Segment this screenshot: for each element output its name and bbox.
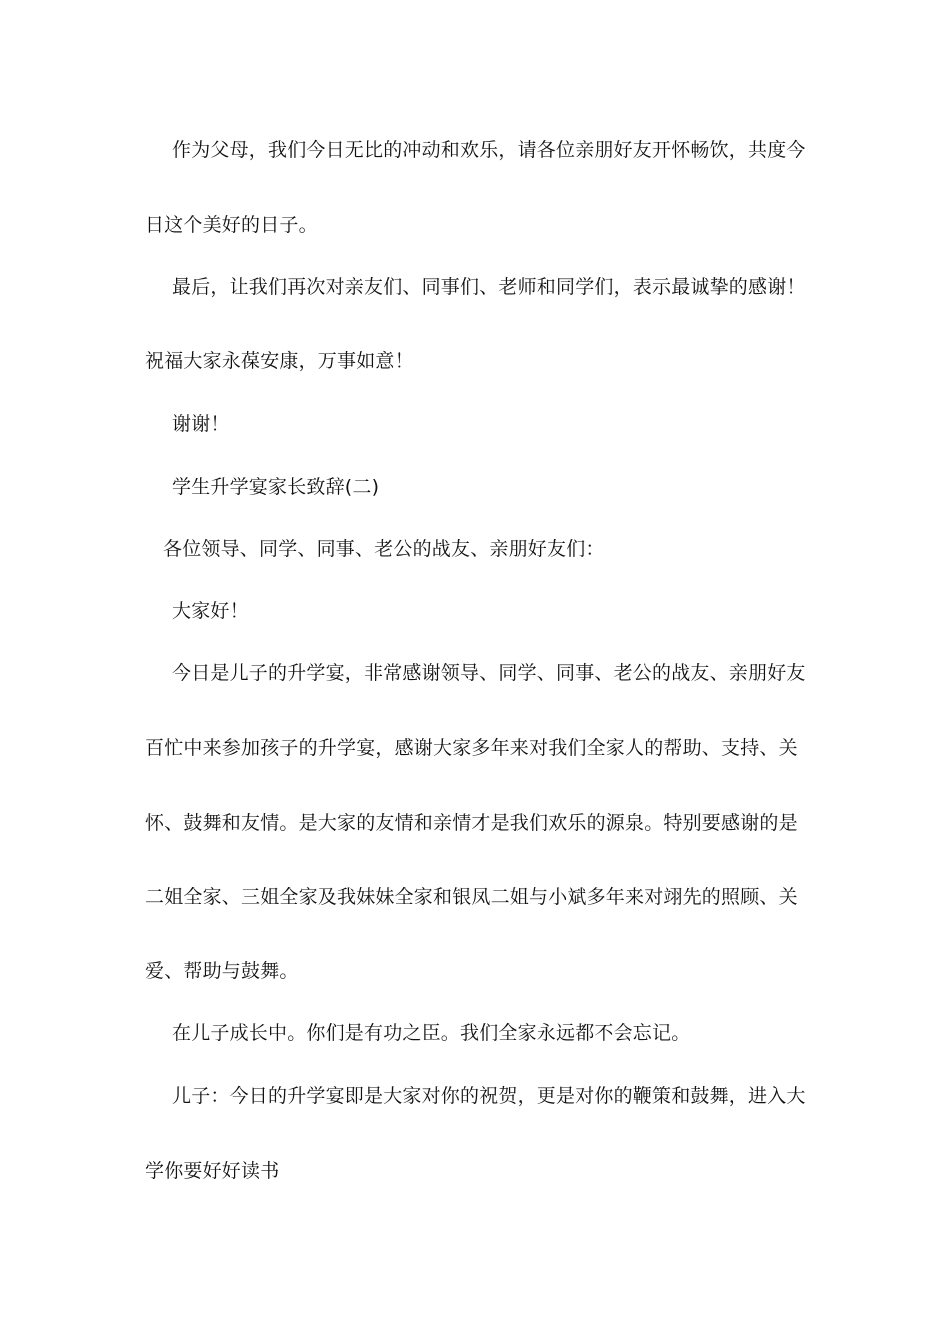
paragraph-line: 怀、鼓舞和友情。是大家的友情和亲情才是我们欢乐的源泉。特别要感谢的是 [145, 812, 798, 834]
paragraph-line: 爱、帮助与鼓舞。 [145, 960, 299, 982]
paragraph-line: 最后，让我们再次对亲友们、同事们、老师和同学们，表示最诚挚的感谢！ [172, 276, 806, 298]
salutation: 各位领导、同学、同事、老公的战友、亲朋好友们： [163, 538, 605, 560]
paragraph-line: 祝福大家永葆安康，万事如意！ [145, 350, 414, 372]
paragraph-line: 日这个美好的日子。 [145, 214, 318, 236]
paragraph-line: 在儿子成长中。你们是有功之臣。我们全家永远都不会忘记。 [172, 1022, 691, 1044]
section-title: 学生升学宴家长致辞(二) [172, 476, 380, 498]
paragraph-line: 谢谢！ [172, 413, 230, 435]
greeting: 大家好！ [172, 600, 249, 622]
paragraph-line: 儿子：今日的升学宴即是大家对你的祝贺，更是对你的鞭策和鼓舞，进入大 [172, 1085, 806, 1107]
paragraph-line: 百忙中来参加孩子的升学宴，感谢大家多年来对我们全家人的帮助、支持、关 [145, 737, 798, 759]
paragraph-line: 作为父母，我们今日无比的冲动和欢乐，请各位亲朋好友开怀畅饮，共度今 [172, 139, 806, 161]
paragraph-line: 学你要好好读书 [145, 1160, 280, 1182]
paragraph-line: 今日是儿子的升学宴，非常感谢领导、同学、同事、老公的战友、亲朋好友 [172, 662, 806, 684]
paragraph-line: 二姐全家、三姐全家及我妹妹全家和银凤二姐与小斌多年来对翊先的照顾、关 [145, 886, 798, 908]
